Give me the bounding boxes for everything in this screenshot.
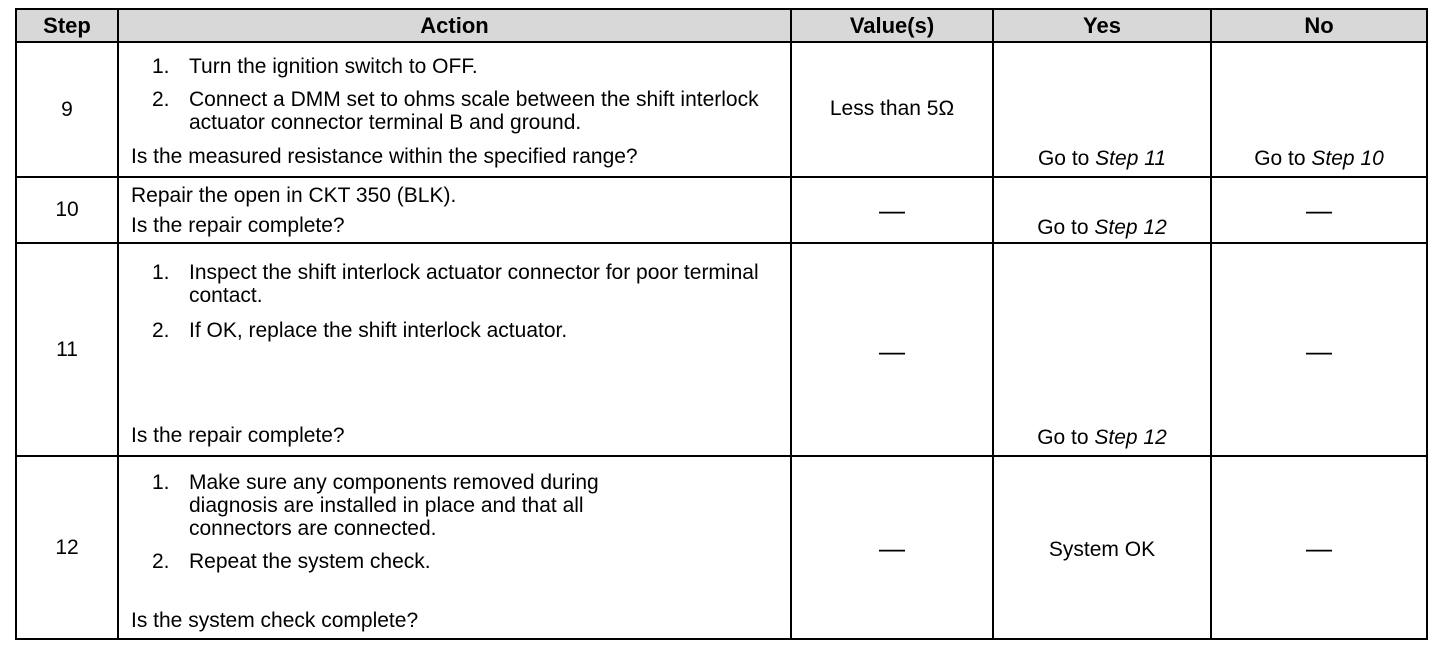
action-item [119,550,640,573]
goto-step: Step 12 [1094,216,1167,239]
no-cell [1211,243,1427,456]
goto-prefix: Go to [1254,147,1312,170]
yes-cell [993,456,1211,639]
value-cell [791,456,993,639]
item-number: 1. [152,55,170,78]
question-text: Is the measured resistance within the specified range? [131,145,638,168]
no-cell [1211,42,1427,177]
goto-step: Step 10 [1311,147,1384,170]
table-row-step-9 [16,42,1427,177]
action-cell [118,177,791,243]
action-cell [118,243,791,456]
item-text: Inspect the shift interlock actuator connector for poor terminal contact. [189,261,759,307]
value-text: — [879,195,905,225]
table-row-step-11 [16,243,1427,456]
value-text: Less than 5Ω [829,97,955,120]
table-row-step-10 [16,177,1427,243]
diagnostic-table [15,8,1428,640]
no-cell [1211,456,1427,639]
step-number: 11 [16,243,118,456]
yes-goto [994,426,1210,450]
item-number: 1. [152,261,170,284]
goto-step: Step 12 [1094,426,1167,449]
item-text: Turn the ignition switch to OFF. [189,55,478,78]
yes-goto [994,147,1210,171]
item-text: If OK, replace the shift interlock actuator. [189,319,568,342]
item-number: 2. [152,88,170,111]
action-item [119,55,780,78]
question-text: Is the repair complete? [131,424,345,447]
yes-cell [993,42,1211,177]
header-step: Step [16,9,118,42]
value-cell [791,42,993,177]
yes-text: System OK [1048,538,1156,561]
no-cell [1211,177,1427,243]
action-cell [118,456,791,639]
item-number: 2. [152,550,170,573]
action-item [119,471,640,540]
action-text: Repair the open in CKT 350 (BLK). [131,184,457,207]
no-goto [1212,147,1426,171]
item-number: 2. [152,319,170,342]
yes-cell [993,243,1211,456]
goto-prefix: Go to [1037,216,1095,239]
value-cell [791,243,993,456]
yes-goto [994,216,1210,240]
value-text: — [879,533,905,563]
action-item [119,88,780,134]
header-yes: Yes [993,9,1211,42]
header-no: No [1211,9,1427,42]
header-action: Action [118,9,791,42]
action-cell [118,42,791,177]
value-text: — [879,336,905,366]
action-item [119,261,770,307]
goto-step: Step 11 [1095,147,1167,170]
step-number: 10 [16,177,118,243]
no-text: — [1306,336,1332,366]
yes-cell [993,177,1211,243]
item-text: Make sure any components removed during diagnosis are installed in place and that all connectors are connected. [189,471,599,540]
question-text: Is the system check complete? [131,609,419,632]
item-text: Connect a DMM set to ohms scale between the shift interlock actuator connector terminal B and ground. [189,88,759,134]
value-cell [791,177,993,243]
no-text: — [1306,195,1332,225]
goto-prefix: Go to [1037,147,1096,170]
item-number: 1. [152,471,170,494]
table-row-step-12 [16,456,1427,639]
header-row [16,9,1427,42]
step-number: 12 [16,456,118,639]
step-number: 9 [16,42,118,177]
no-text: — [1306,533,1332,563]
header-values: Value(s) [791,9,993,42]
question-text: Is the repair complete? [131,214,345,237]
item-text: Repeat the system check. [189,550,431,573]
goto-prefix: Go to [1037,426,1095,449]
action-item [119,319,770,342]
